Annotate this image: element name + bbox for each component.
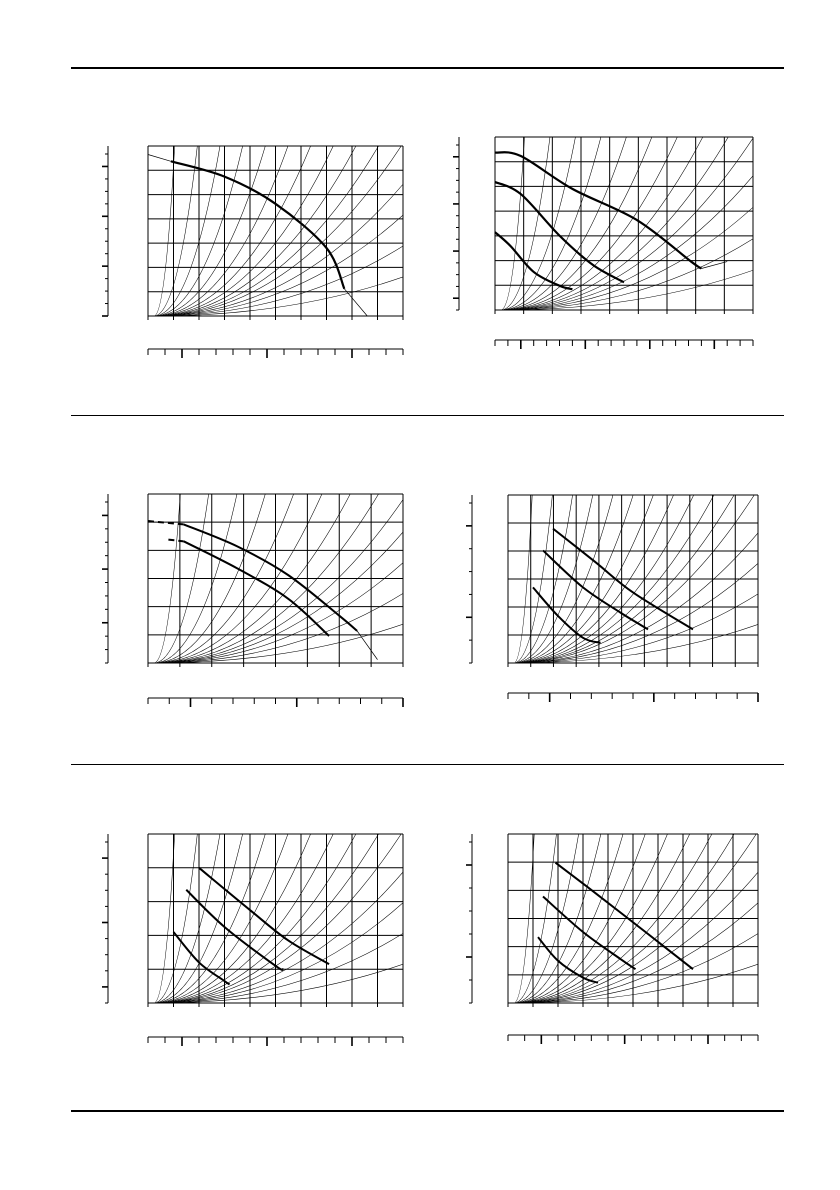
chart-c6 [455,822,785,1047]
system-curve [154,141,175,316]
system-curve [154,558,408,663]
system-curve [514,829,580,1003]
system-curve [154,622,408,663]
system-curve [154,829,382,1003]
section-divider-2 [71,764,784,765]
system-curve [154,489,209,663]
system-curve [514,490,532,663]
system-curve [154,489,238,663]
footer-rule [71,1110,784,1112]
system-curve [501,170,758,310]
system-curve [514,490,655,663]
performance-curve [538,937,598,983]
system-curve [154,489,295,663]
guide-line [148,155,171,162]
system-curve [514,829,760,1003]
performance-curve [171,161,344,288]
system-curve [154,141,359,316]
system-curve [154,829,313,1003]
system-curve [501,132,576,310]
system-curve [514,490,573,663]
system-curve [154,489,382,663]
system-curve [514,866,763,1003]
system-curve [514,490,717,663]
section-divider-1 [71,415,784,416]
header-rule [71,67,784,69]
system-curve [154,829,221,1003]
curve-dashed-start [168,540,183,542]
system-curve [501,132,628,310]
system-curve [154,489,410,663]
system-curve [501,203,758,310]
chart-c4 [455,483,785,708]
system-curve [154,829,404,1003]
system-curve [501,236,758,310]
system-curve [501,132,757,310]
system-curve [154,141,382,316]
curve-extension-line [344,289,367,316]
system-curve [514,829,535,1003]
system-curve [154,829,198,1003]
system-curve [154,275,408,316]
system-curve [154,141,221,316]
performance-curve [495,182,624,282]
system-curve [514,591,763,663]
chart-c5 [90,822,420,1052]
system-curve [501,132,731,310]
system-curve [514,829,670,1003]
system-curve [154,141,313,316]
system-curve [154,178,408,316]
system-curve [514,829,557,1003]
performance-curve [199,868,329,964]
system-curve [514,962,763,1003]
chart-c1 [90,135,420,365]
chart-c3 [90,483,420,713]
system-curve [501,132,705,310]
system-curve [154,489,353,663]
system-curve [514,829,715,1003]
system-curve [514,490,737,663]
chart-c2 [445,125,775,355]
system-curve [514,559,763,663]
